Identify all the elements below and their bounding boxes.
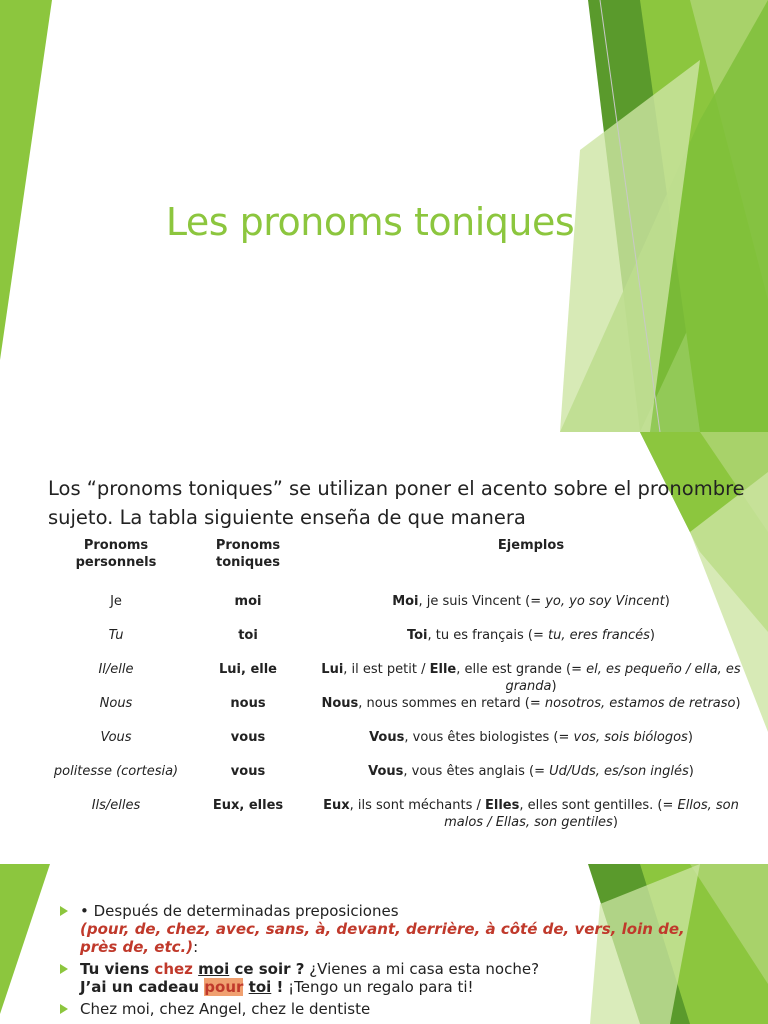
cell-personnel: Vous	[100, 730, 132, 745]
slide-prepositions	[0, 864, 768, 1024]
left-green-wedge	[0, 864, 50, 1014]
cell-example: Lui, il est petit / Elle, elle est grande (= el, es pequeño / ella, es granda)	[321, 662, 741, 694]
bullet-prepositions: • Después de determinadas preposiciones (pour, de, chez, avec, sans, à, devant, derrière, à côté de, vers, loin de, près de, etc.):	[60, 902, 720, 956]
cell-personnel: Je	[110, 594, 122, 609]
header-personnels: Pronoms personnels	[75, 538, 157, 570]
slide-table	[0, 432, 768, 864]
bullet-list	[60, 902, 720, 1022]
pronouns-table	[48, 537, 750, 831]
bullet-arrow-icon	[60, 1004, 68, 1014]
slide-title	[0, 0, 768, 432]
bullet-arrow-icon	[60, 906, 68, 916]
cell-example: Toi, tu es français (= tu, eres francés)	[406, 628, 655, 643]
cell-personnel: Il/elle	[98, 662, 134, 677]
header-ejemplos: Ejemplos	[497, 538, 565, 553]
cell-tonique: toi	[238, 628, 258, 643]
cell-personnel: politesse (cortesia)	[53, 764, 179, 779]
table-row	[48, 797, 750, 831]
bullet-examples: Tu viens chez moi ce soir ? ¿Vienes a mi casa esta noche? J’ai un cadeau pour toi ! ¡Tengo un regalo para ti!	[60, 960, 720, 996]
cell-example: Moi, je suis Vincent (= yo, yo soy Vincent)	[392, 594, 670, 609]
header-toniques: Pronoms toniques	[215, 538, 281, 570]
table-row	[48, 695, 750, 729]
cell-tonique: moi	[234, 594, 262, 609]
slide-title-text: Les pronoms toniques	[165, 200, 575, 244]
cell-example: Vous, vous êtes biologistes (= vos, sois biólogos)	[369, 730, 693, 745]
table-row	[48, 729, 750, 763]
table-row	[48, 593, 750, 627]
table-row	[48, 627, 750, 661]
bullet-arrow-icon	[60, 964, 68, 974]
cell-tonique: nous	[230, 696, 266, 711]
cell-example: Nous, nous sommes en retard (= nosotros, estamos de retraso)	[321, 696, 741, 711]
cell-tonique: vous	[230, 764, 266, 779]
table-row	[48, 661, 750, 695]
left-green-wedge	[0, 0, 52, 360]
cell-personnel: Tu	[108, 628, 124, 643]
cell-example: Vous, vous êtes anglais (= Ud/Uds, es/son inglés)	[368, 764, 694, 779]
cell-tonique: Lui, elle	[218, 662, 277, 677]
bullet-chez-examples: Chez moi, chez Angel, chez le dentiste	[60, 1000, 720, 1018]
intro-paragraph: Los “pronoms toniques” se utilizan poner el acento sobre el pronombre sujeto. La tabla siguiente enseña de que manera	[48, 477, 745, 529]
cell-tonique: vous	[230, 730, 266, 745]
cell-personnel: Nous	[99, 696, 133, 711]
cell-personnel: Ils/elles	[91, 798, 141, 813]
cell-tonique: Eux, elles	[212, 798, 284, 813]
cell-example: Eux, ils sont méchants / Elles, elles sont gentilles. (= Ellos, son malos / Ellas, son gentiles)	[323, 798, 739, 830]
table-row	[48, 763, 750, 797]
table-header-row	[48, 537, 750, 593]
